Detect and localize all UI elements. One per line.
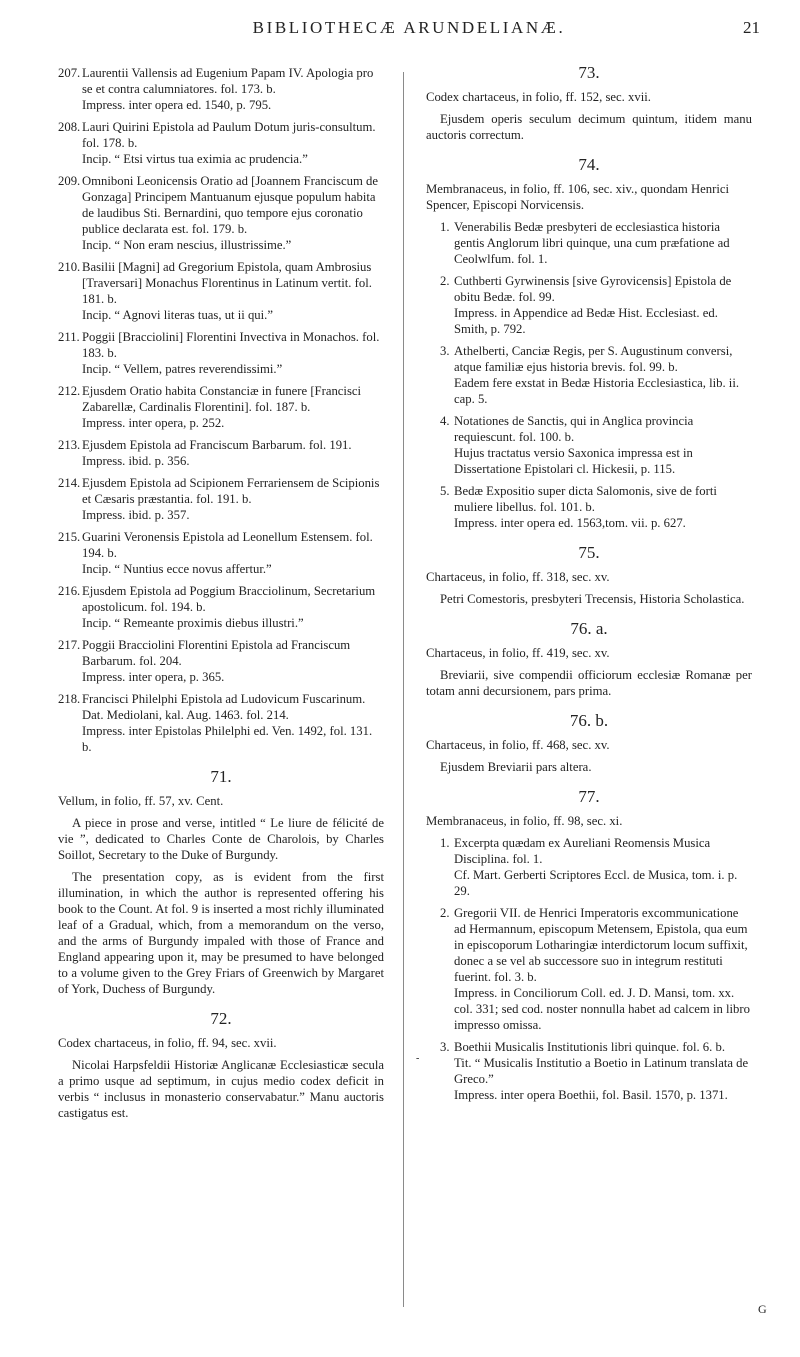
- codex-77-heading: 77.: [578, 787, 600, 806]
- codex-73-description: Codex chartaceus, in folio, ff. 152, sec. xvii.: [426, 90, 651, 104]
- codex-73-para: Ejusdem operis seculum decimum quintum, itidem manu auctoris correctum.: [426, 112, 752, 142]
- entry-line: Ejusdem Epistola ad Scipionem Ferrariensem de Scipionis et Cæsaris præstantia. fol. 191. b.: [82, 476, 380, 506]
- entry-line: Laurentii Vallensis ad Eugenium Papam IV. Apologia pro se et contra calumniatores. fol. 173. b.: [82, 66, 374, 96]
- entry-line: Omniboni Leonicensis Oratio ad [Joannem Franciscum de Gonzaga] Principem Mantuanum ejusque populum habita de laudibus Sti. Bernardini, quo tempore ejus coronatio publice declarata est. fol. 179. b.: [82, 174, 378, 236]
- column-divider: [403, 72, 404, 1307]
- entry-210: [58, 259, 384, 323]
- codex-74-description: Membranaceus, in folio, ff. 106, sec. xiv., quondam Henrici Spencer, Episcopi Norvicensis.: [426, 182, 730, 212]
- entry-line: Incip. “ Etsi virtus tua eximia ac prudencia.”: [82, 152, 308, 166]
- codex-73-heading: 73.: [578, 63, 600, 82]
- entry-number: 213.: [58, 438, 81, 452]
- item-number: 3.: [440, 344, 450, 358]
- entry-line: Impress. inter opera, p. 365.: [82, 670, 225, 684]
- entry-line: Incip. “ Vellem, patres reverendissimi.”: [82, 362, 283, 376]
- codex-76b-description: Chartaceus, in folio, ff. 468, sec. xv.: [426, 738, 610, 752]
- entry-line: Incip. “ Remeante proximis diebus illustri.”: [82, 616, 304, 630]
- entry-number: 211.: [58, 330, 80, 344]
- page-number: 21: [743, 18, 760, 37]
- entry-number: 217.: [58, 638, 81, 652]
- entry-line: Guarini Veronensis Epistola ad Leonellum Estensem. fol. 194. b.: [82, 530, 373, 560]
- codex-76b-heading: 76. b.: [569, 711, 609, 730]
- item-line: Athelberti, Canciæ Regis, per S. Augustinum conversi, atque familiæ ejus historia brevis. fol. 99. b.: [454, 344, 733, 374]
- item-number: 2.: [440, 274, 450, 288]
- item-number: 2.: [440, 906, 450, 920]
- codex-75-para: Petri Comestoris, presbyteri Trecensis, Historia Scholastica.: [440, 592, 745, 606]
- codex-71-heading: 71.: [210, 767, 232, 786]
- entry-number: 207.: [58, 66, 81, 80]
- entry-line: Impress. ibid. p. 357.: [82, 508, 190, 522]
- entry-number: 212.: [58, 384, 81, 398]
- codex74-item: [426, 483, 752, 531]
- item-number: 3.: [440, 1040, 450, 1054]
- item-line: Impress. inter opera ed. 1563,tom. vii. p. 627.: [454, 516, 686, 530]
- item-line: Bedæ Expositio super dicta Salomonis, sive de forti muliere libellus. fol. 101. b.: [454, 484, 717, 514]
- item-number: 5.: [440, 484, 450, 498]
- codex-72-para: Nicolai Harpsfeldii Historiæ Anglicanæ Ecclesiasticæ secula a primo usque ad septimum, in cujus medio codex deficit in verbis “ inclusus in monasterio conservabatur.” Manu auctoris castigatus est.: [58, 1058, 384, 1120]
- codex-76a-description: Chartaceus, in folio, ff. 419, sec. xv.: [426, 646, 610, 660]
- entry-213: [58, 437, 384, 469]
- item-number: 1.: [440, 836, 450, 850]
- entry-number: 209.: [58, 174, 81, 188]
- entry-line: Lauri Quirini Epistola ad Paulum Dotum juris-consultum. fol. 178. b.: [82, 120, 376, 150]
- item-line: Boethii Musicalis Institutionis libri quinque. fol. 6. b.: [454, 1040, 726, 1054]
- item-line: Impress. in Conciliorum Coll. ed. J. D. Mansi, tom. xx. col. 331; sed cod. noster nonnulla habet ad calcem in libro impresso omissa.: [454, 986, 750, 1032]
- codex-72-description: Codex chartaceus, in folio, ff. 94, sec. xvii.: [58, 1036, 277, 1050]
- running-title: BIBLIOTHECÆ ARUNDELIANÆ.: [252, 18, 566, 37]
- item-line: Cf. Mart. Gerberti Scriptores Eccl. de Musica, tom. i. p. 29.: [454, 868, 738, 898]
- margin-dash: -: [416, 1053, 420, 1064]
- entry-number: 208.: [58, 120, 81, 134]
- entry-212: [58, 383, 384, 431]
- entry-line: Basilii [Magni] ad Gregorium Epistola, quam Ambrosius [Traversari] Monachus Florentinus in Latinum vertit. fol. 181. b.: [82, 260, 372, 306]
- entry-line: Impress. inter opera ed. 1540, p. 795.: [82, 98, 272, 112]
- entry-line: Poggii Bracciolini Florentini Epistola ad Franciscum Barbarum. fol. 204.: [82, 638, 351, 668]
- codex-74-items: [426, 219, 752, 531]
- entry-216: [58, 583, 384, 631]
- codex-77-items: [426, 835, 752, 1103]
- entry-208: [58, 119, 384, 167]
- codex-74-heading: 74.: [578, 155, 600, 174]
- entry-line: Impress. inter opera, p. 252.: [82, 416, 225, 430]
- entry-number: 218.: [58, 692, 81, 706]
- left-entries: [58, 65, 384, 755]
- codex-75-heading: 75.: [578, 543, 600, 562]
- entry-number: 214.: [58, 476, 81, 490]
- codex74-item: [426, 273, 752, 337]
- codex74-item: [426, 219, 752, 267]
- entry-line: Impress. ibid. p. 356.: [82, 454, 190, 468]
- codex74-item: [426, 343, 752, 407]
- codex-71-description: Vellum, in folio, ff. 57, xv. Cent.: [58, 794, 224, 808]
- entry-number: 215.: [58, 530, 81, 544]
- signature-mark: G: [758, 1302, 767, 1316]
- codex-76b-para: Ejusdem Breviarii pars altera.: [440, 760, 592, 774]
- entry-209: [58, 173, 384, 253]
- entry-line: Incip. “ Nuntius ecce novus affertur.”: [82, 562, 272, 576]
- entry-line: Francisci Philelphi Epistola ad Ludovicum Fuscarinum. Dat. Mediolani, kal. Aug. 1463. fol. 214.: [82, 692, 366, 722]
- entry-line: Ejusdem Oratio habita Constanciæ in funere [Francisci Zabarellæ, Cardinalis Florentini]. fol. 187. b.: [82, 384, 362, 414]
- entry-line: Ejusdem Epistola ad Franciscum Barbarum. fol. 191.: [82, 438, 352, 452]
- page-header: [58, 18, 760, 38]
- right-column: [426, 65, 752, 1109]
- entry-214: [58, 475, 384, 523]
- item-number: 1.: [440, 220, 450, 234]
- codex77-item: [426, 835, 752, 899]
- item-line: Impress. inter opera Boethii, fol. Basil. 1570, p. 1371.: [454, 1088, 728, 1102]
- item-number: 4.: [440, 414, 450, 428]
- entry-number: 216.: [58, 584, 81, 598]
- entry-217: [58, 637, 384, 685]
- entry-line: Impress. inter Epistolas Philelphi ed. Ven. 1492, fol. 131. b.: [82, 724, 373, 754]
- item-line: Gregorii VII. de Henrici Imperatoris excommunicatione ad Hermannum, episcopum Metensem, Epistola, qua eum in episcoporum Lotharingiæ interdictorum locum suffixit, donec a se vel ab successore suo in integrum restituti fuerint. fol. 3. b.: [454, 906, 748, 984]
- codex77-item: [426, 1039, 752, 1103]
- entry-215: [58, 529, 384, 577]
- codex-71-para-1: A piece in prose and verse, intitled “ Le liure de félicité de vie ”, dedicated to Charles Conte de Charolois, by Charles Soillot, Secretary to the Duke of Burgundy.: [58, 816, 384, 862]
- entry-line: Poggii [Bracciolini] Florentini Invectiva in Monachos. fol. 183. b.: [82, 330, 380, 360]
- item-line: Tit. “ Musicalis Institutio a Boetio in Latinum translata de Greco.”: [454, 1056, 749, 1086]
- codex77-item: [426, 905, 752, 1033]
- codex-77-description: Membranaceus, in folio, ff. 98, sec. xi.: [426, 814, 623, 828]
- codex-71-para-2: The presentation copy, as is evident from the first illumination, in which the author is represented offering his book to the Count. At fol. 9 is inserted a most richly illuminated leaf of a Gradual, which, from a memorandum on the verso, and the arms of Burgundy impaled with those of France and England appearing upon it, may be presumed to have belonged to a volume given to the Grey Friars of Greenwich by Margaret of York, Duchess of Burgundy.: [58, 870, 384, 996]
- item-line: Notationes de Sanctis, qui in Anglica provincia requiescunt. fol. 100. b.: [454, 414, 694, 444]
- entry-number: 210.: [58, 260, 81, 274]
- item-line: Impress. in Appendice ad Bedæ Hist. Ecclesiast. ed. Smith, p. 792.: [454, 306, 718, 336]
- entry-line: Incip. “ Non eram nescius, illustrissime.”: [82, 238, 292, 252]
- item-line: Venerabilis Bedæ presbyteri de ecclesiastica historia gentis Anglorum libri quinque, una cum præfatione ad Ceolwlfum. fol. 1.: [454, 220, 730, 266]
- codex74-item: [426, 413, 752, 477]
- item-line: Eadem fere exstat in Bedæ Historia Ecclesiastica, lib. ii. cap. 5.: [454, 376, 740, 406]
- entry-218: [58, 691, 384, 755]
- item-line: Hujus tractatus versio Saxonica impressa est in Dissertatione Epistolari cl. Hickesii, p. 115.: [454, 446, 693, 476]
- left-column: [58, 65, 384, 1127]
- entry-211: [58, 329, 384, 377]
- item-line: Excerpta quædam ex Aureliani Reomensis Musica Disciplina. fol. 1.: [454, 836, 711, 866]
- codex-76a-para: Breviarii, sive compendii officiorum ecclesiæ Romanæ per totam anni decursionem, pars prima.: [426, 668, 752, 698]
- item-line: Cuthberti Gyrwinensis [sive Gyrovicensis] Epistola de obitu Bedæ. fol. 99.: [454, 274, 732, 304]
- codex-72-heading: 72.: [210, 1009, 232, 1028]
- entry-line: Ejusdem Epistola ad Poggium Bracciolinum, Secretarium apostolicum. fol. 194. b.: [82, 584, 376, 614]
- entry-207: [58, 65, 384, 113]
- entry-line: Incip. “ Agnovi literas tuas, ut ii qui.”: [82, 308, 273, 322]
- codex-75-description: Chartaceus, in folio, ff. 318, sec. xv.: [426, 570, 610, 584]
- codex-76a-heading: 76. a.: [570, 619, 608, 638]
